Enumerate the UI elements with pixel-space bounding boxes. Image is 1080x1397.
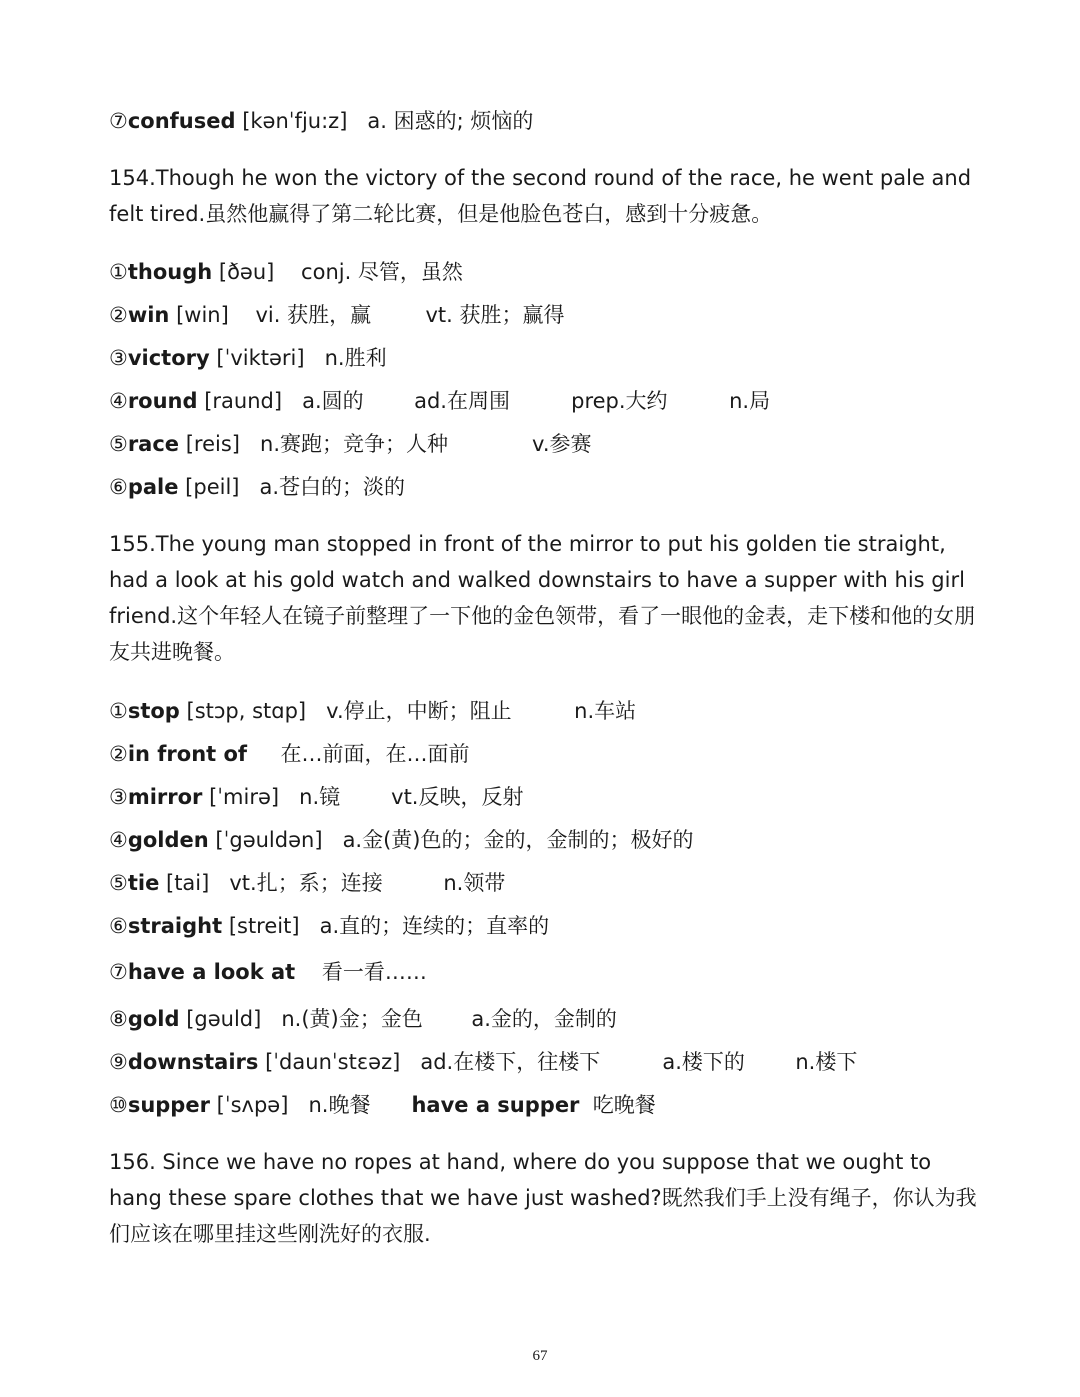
entry-word: downstairs — [127, 1050, 259, 1074]
entry-phonetic: [gəuld] — [186, 1007, 262, 1031]
entry-number: ① — [109, 260, 128, 284]
entry-phonetic: [ˈmirə] — [209, 785, 280, 809]
entry-sense: n.晚餐 — [308, 1093, 371, 1117]
entry-sense: 看一看…… — [321, 960, 427, 984]
entry-sense: n.胜利 — [324, 346, 387, 370]
entry-number: ⑥ — [109, 914, 128, 938]
entry-phonetic: [ˈdaunˈstɛəz] — [265, 1050, 401, 1074]
entry-sense: ad.在楼下，往楼下 — [420, 1050, 601, 1074]
entry-sense: prep.大约 — [571, 389, 668, 413]
entry-word: win — [127, 303, 170, 327]
example-sentence-154: 154.Though he won the victory of the second round of the race, he went pale and felt tired.虽然他赢得了第二轮比赛，但是他脸色苍白，感到十分疲惫。 — [109, 166, 972, 226]
entry-sense: a.苍白的；淡的 — [259, 475, 406, 499]
entry-number: ⑥ — [109, 475, 128, 499]
entry-phonetic: [tai] — [166, 871, 210, 895]
vocab-entry — [109, 426, 592, 462]
vocab-entry — [109, 103, 533, 139]
entry-word: gold — [127, 1007, 180, 1031]
entry-word: round — [127, 389, 198, 413]
entry-phonetic: [ˈgəuldən] — [215, 828, 323, 852]
example-sentence-155: 155.The young man stopped in front of the mirror to put his golden tie straight, had a look at his gold watch and walked downstairs to have a supper with his girl friend.这个年轻人在镜子前整理了一下他的金色领带，看了一眼他的金表，走下楼和他的女朋友共进晚餐。 — [109, 532, 976, 664]
entry-number: ② — [109, 742, 128, 766]
entry-phonetic: [streit] — [228, 914, 300, 938]
page-number: 67 — [532, 1348, 548, 1364]
entry-number: ② — [109, 303, 128, 327]
entry-word: straight — [127, 914, 223, 938]
entry-number: ⑩ — [109, 1093, 128, 1117]
entry-sense: vi. 获胜，赢 — [255, 303, 372, 327]
entry-phrase-meaning: 吃晚餐 — [592, 1093, 656, 1117]
entry-sense: a.直的；连续的；直率的 — [319, 914, 550, 938]
entry-word: though — [127, 260, 213, 284]
entry-number: ⑤ — [109, 432, 128, 456]
entry-number: ⑦ — [109, 109, 128, 133]
entry-number: ⑨ — [109, 1050, 128, 1074]
entry-sense: 在…前面，在…面前 — [280, 742, 470, 766]
entry-phonetic: [ˈviktəri] — [216, 346, 305, 370]
entry-phonetic: [kənˈfju:z] — [242, 109, 348, 133]
entry-word: mirror — [127, 785, 203, 809]
vocab-entry — [109, 469, 405, 505]
entry-sense: n.楼下 — [795, 1050, 858, 1074]
vocab-entry — [109, 908, 549, 944]
entry-word: stop — [127, 699, 180, 723]
entry-sense: n.(黄)金；金色 — [281, 1007, 423, 1031]
vocab-entry — [109, 693, 636, 729]
entry-number: ⑤ — [109, 871, 128, 895]
vocab-entry — [109, 954, 427, 990]
vocab-entry — [109, 779, 523, 815]
entry-number: ④ — [109, 828, 128, 852]
entry-phrase: have a supper — [411, 1093, 580, 1117]
vocab-entry — [109, 1001, 617, 1037]
entry-word: golden — [127, 828, 209, 852]
entry-phonetic: [peil] — [185, 475, 240, 499]
entry-word: victory — [127, 346, 210, 370]
entry-sense: a.圆的 — [302, 389, 364, 413]
entry-sense: n.局 — [729, 389, 771, 413]
entry-sense: a. 困惑的; 烦恼的 — [367, 109, 534, 133]
entry-word: race — [127, 432, 180, 456]
vocab-entry — [109, 865, 505, 901]
entry-word: pale — [127, 475, 179, 499]
entry-phonetic: [ˈsʌpə] — [216, 1093, 289, 1117]
entry-number: ① — [109, 699, 128, 723]
entry-word: confused — [127, 109, 236, 133]
vocab-entry — [109, 340, 387, 376]
entry-number: ⑦ — [109, 960, 128, 984]
entry-sense: a.楼下的 — [662, 1050, 745, 1074]
entry-sense: a.金(黄)色的；金的，金制的；极好的 — [342, 828, 694, 852]
entry-sense: ad.在周围 — [414, 389, 510, 413]
vocab-entry — [109, 1087, 656, 1123]
entry-sense: conj. 尽管，虽然 — [301, 260, 463, 284]
entry-sense: v.参赛 — [532, 432, 592, 456]
vocab-entry — [109, 383, 770, 419]
vocab-entry — [109, 297, 565, 333]
entry-word: have a look at — [127, 960, 296, 984]
entry-phonetic: [win] — [176, 303, 229, 327]
entry-word: tie — [127, 871, 160, 895]
entry-number: ④ — [109, 389, 128, 413]
entry-sense: vt. 获胜；赢得 — [425, 303, 565, 327]
entry-sense: vt.反映，反射 — [391, 785, 524, 809]
entry-word: in front of — [127, 742, 248, 766]
entry-sense: v.停止，中断；阻止 — [326, 699, 512, 723]
vocab-entry — [109, 822, 694, 858]
entry-sense: vt.扎；系；连接 — [229, 871, 383, 895]
entry-sense: n.镜 — [299, 785, 341, 809]
entry-number: ⑧ — [109, 1007, 128, 1031]
entry-number: ③ — [109, 346, 128, 370]
entry-sense: n.领带 — [443, 871, 506, 895]
entry-number: ③ — [109, 785, 128, 809]
entry-sense: n.赛跑；竞争；人种 — [260, 432, 449, 456]
entry-sense: n.车站 — [574, 699, 637, 723]
entry-phonetic: [ðəu] — [218, 260, 275, 284]
entry-phonetic: [stɔp, stɑp] — [186, 699, 307, 723]
example-sentence-156: 156. Since we have no ropes at hand, where do you suppose that we ought to hang these spare clothes that we have just washed?既然我们手上没有绳子，你认为我们应该在哪里挂这些刚洗好的衣服. — [109, 1150, 977, 1246]
entry-sense: a.金的，金制的 — [471, 1007, 617, 1031]
entry-word: supper — [127, 1093, 210, 1117]
entry-phonetic: [raund] — [204, 389, 283, 413]
vocab-entry — [109, 1044, 857, 1080]
vocab-entry — [109, 254, 463, 290]
vocab-entry — [109, 736, 469, 772]
entry-phonetic: [reis] — [185, 432, 240, 456]
